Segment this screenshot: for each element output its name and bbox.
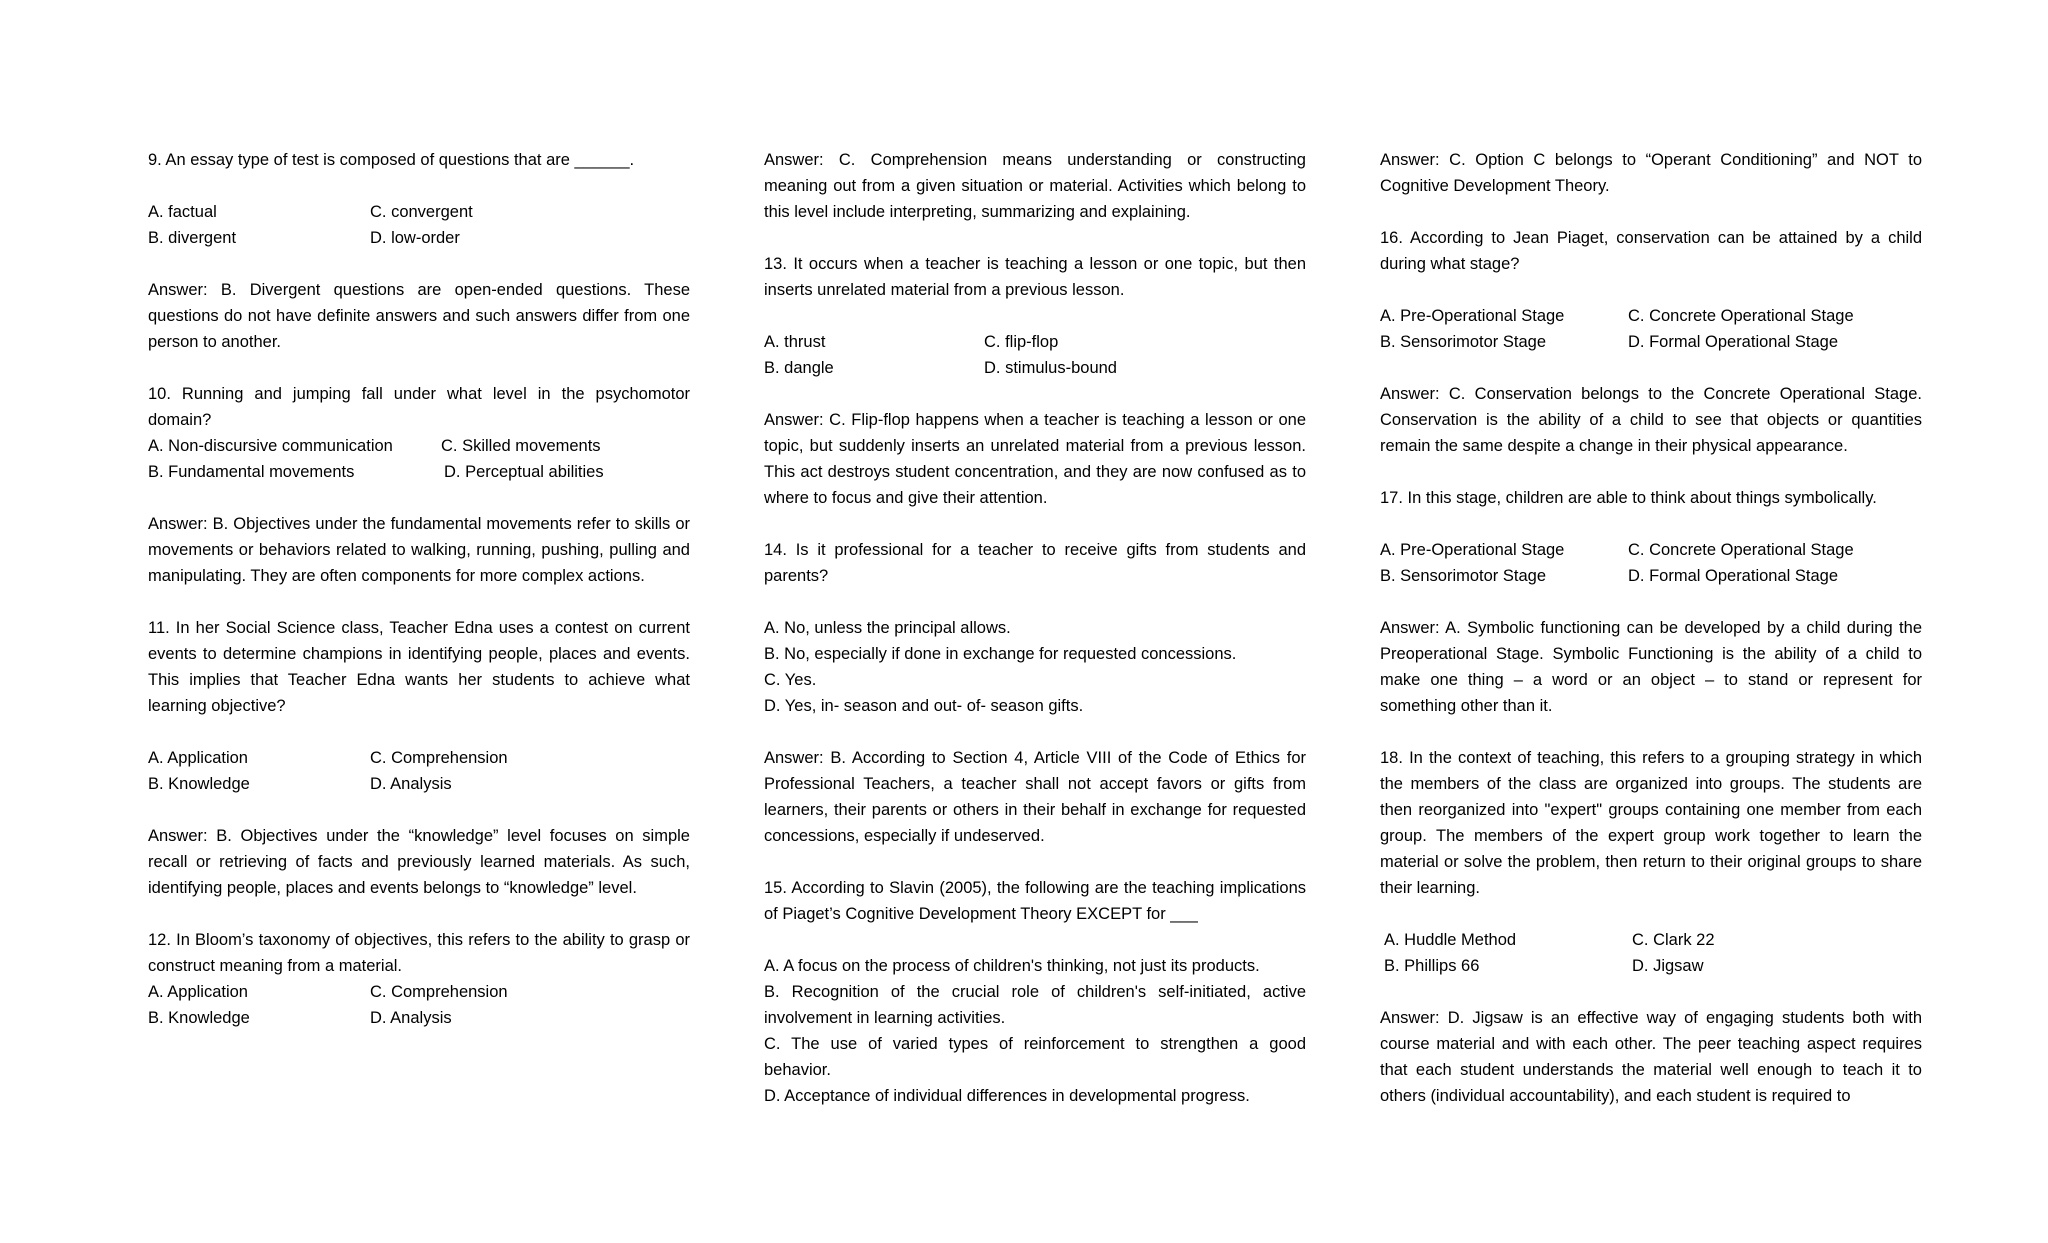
question-13-options [764, 329, 1306, 381]
option-d: D. Formal Operational Stage [1628, 567, 1839, 585]
option-c: C. Comprehension [370, 749, 508, 767]
option-c: C. Clark 22 [1632, 931, 1715, 949]
option-a: A. Non-discursive communication [148, 437, 393, 455]
option-b: B. Fundamental movements [148, 463, 355, 481]
column-2 [764, 147, 1306, 1135]
options-row [1380, 537, 1922, 563]
option-b: B. Knowledge [148, 775, 250, 793]
options-row [148, 979, 690, 1005]
option-d: D. Acceptance of individual differences in developmental progress. [764, 1087, 1250, 1105]
answer-13: Answer: C. Flip-flop happens when a teacher is teaching a lesson or one topic, but suddenly inserts an unrelated material from a previous lesson. This act destroys student concentration, and they are now confused as to where to focus and give their attention. [764, 411, 1306, 507]
options-row [148, 745, 690, 771]
question-16: 16. According to Jean Piaget, conservation can be attained by a child during what stage? [1380, 229, 1922, 273]
answer-14: Answer: B. According to Section 4, Article VIII of the Code of Ethics for Professional Teachers, a teacher shall not accept favors or gifts from learners, their parents or others in their behalf in exchange for requested concessions, especially if undeserved. [764, 749, 1306, 845]
option-c: C. Skilled movements [441, 437, 601, 455]
option-d: D. Analysis [370, 775, 452, 793]
options-row [148, 459, 690, 485]
question-14: 14. Is it professional for a teacher to receive gifts from students and parents? [764, 541, 1306, 585]
option-a: A. factual [148, 203, 217, 221]
options-row [1380, 329, 1922, 355]
column-1 [148, 147, 690, 1057]
option-b: B. No, especially if done in exchange for requested concessions. [764, 645, 1237, 663]
option-b: B. Phillips 66 [1384, 957, 1480, 975]
option-c: C. The use of varied types of reinforcement to strengthen a good behavior. [764, 1035, 1306, 1079]
options-row [1384, 953, 1922, 979]
option-d: D. low-order [370, 229, 460, 247]
option-a: A. A focus on the process of children's thinking, not just its products. [764, 957, 1260, 975]
option-a: A. Pre-Operational Stage [1380, 541, 1565, 559]
question-17: 17. In this stage, children are able to think about things symbolically. [1380, 489, 1877, 507]
options-row [1384, 927, 1922, 953]
options-row [1380, 303, 1922, 329]
option-a: A. Huddle Method [1384, 931, 1517, 949]
option-a: A. No, unless the principal allows. [764, 619, 1011, 637]
question-17-options [1380, 537, 1922, 589]
option-b: B. Sensorimotor Stage [1380, 567, 1546, 585]
answer-17: Answer: A. Symbolic functioning can be developed by a child during the Preoperational Stage. Symbolic Functioning is the ability of a child to make one thing – a word or an object – to stand or represent for something other than it. [1380, 619, 1922, 715]
option-d: D. stimulus-bound [984, 359, 1117, 377]
answer-16: Answer: C. Conservation belongs to the Concrete Operational Stage. Conservation is the ability of a child to see that objects or quantities remain the same despite a change in their physical appearance. [1380, 385, 1922, 455]
option-b: B. Sensorimotor Stage [1380, 333, 1546, 351]
option-b: B. Recognition of the crucial role of children's self-initiated, active involvement in learning activities. [764, 983, 1306, 1027]
answer-10: Answer: B. Objectives under the fundamental movements refer to skills or movements or behaviors related to walking, running, pushing, pulling and manipulating. They are often components for more complex actions. [148, 515, 690, 585]
question-16-options [1380, 303, 1922, 355]
question-15: 15. According to Slavin (2005), the following are the teaching implications of Piaget’s Cognitive Development Theory EXCEPT for ___ [764, 879, 1306, 923]
answer-18: Answer: D. Jigsaw is an effective way of engaging students both with course material and with each other. The peer teaching aspect requires that each student understands the material well enough to teach it to others (individual accountability), and each student is required to [1380, 1009, 1922, 1105]
option-a: A. Application [148, 749, 248, 767]
option-a: A. thrust [764, 333, 826, 351]
question-9-options [148, 199, 690, 251]
question-9: 9. An essay type of test is composed of questions that are ______. [148, 151, 635, 169]
option-c: C. Comprehension [370, 983, 508, 1001]
options-row [148, 1005, 690, 1031]
question-12-options [148, 979, 690, 1031]
question-10: 10. Running and jumping fall under what level in the psychomotor domain? [148, 385, 690, 429]
option-a: A. Pre-Operational Stage [1380, 307, 1565, 325]
option-c: C. convergent [370, 203, 473, 221]
options-row [148, 199, 690, 225]
options-row [764, 355, 1306, 381]
answer-12: Answer: C. Comprehension means understanding or constructing meaning out from a given situation or material. Activities which belong to this level include interpreting, summarizing and explaining. [764, 151, 1306, 221]
question-11: 11. In her Social Science class, Teacher Edna uses a contest on current events to determine champions in identifying people, places and events. This implies that Teacher Edna wants her students to achieve what learning objective? [148, 619, 690, 715]
question-13: 13. It occurs when a teacher is teaching a lesson or one topic, but then inserts unrelated material from a previous lesson. [764, 255, 1306, 299]
option-d: D. Perceptual abilities [444, 463, 604, 481]
question-18: 18. In the context of teaching, this refers to a grouping strategy in which the members of the class are organized into groups. The students are then reorganized into "expert" groups containing one member from each group. The members of the expert group work together to learn the material or solve the problem, then return to their original groups to share their learning. [1380, 749, 1922, 897]
option-a: A. Application [148, 983, 248, 1001]
option-d: D. Analysis [370, 1009, 452, 1027]
question-18-options [1380, 927, 1922, 979]
options-row [148, 433, 690, 459]
option-b: B. Knowledge [148, 1009, 250, 1027]
option-c: C. flip-flop [984, 333, 1059, 351]
option-c: C. Concrete Operational Stage [1628, 307, 1854, 325]
option-c: C. Concrete Operational Stage [1628, 541, 1854, 559]
option-b: B. dangle [764, 359, 834, 377]
option-d: D. Formal Operational Stage [1628, 333, 1839, 351]
question-11-options [148, 745, 690, 797]
options-row [148, 771, 690, 797]
answer-11: Answer: B. Objectives under the “knowledge” level focuses on simple recall or retrieving of facts and previously learned materials. As such, identifying people, places and events belongs to “knowledge” level. [148, 827, 690, 897]
options-row [764, 329, 1306, 355]
question-12: 12. In Bloom’s taxonomy of objectives, this refers to the ability to grasp or construct meaning from a material. [148, 931, 690, 975]
options-row [1380, 563, 1922, 589]
question-10-options [148, 433, 690, 485]
option-c: C. Yes. [764, 671, 817, 689]
option-d: D. Jigsaw [1632, 957, 1704, 975]
answer-9: Answer: B. Divergent questions are open-ended questions. These questions do not have definite answers and such answers differ from one person to another. [148, 281, 690, 351]
answer-15: Answer: C. Option C belongs to “Operant Conditioning” and NOT to Cognitive Development Theory. [1380, 151, 1922, 195]
column-3 [1380, 147, 1922, 1135]
question-14-options [764, 615, 1306, 719]
option-d: D. Yes, in- season and out- of- season gifts. [764, 697, 1084, 715]
question-15-options [764, 953, 1306, 1109]
options-row [148, 225, 690, 251]
option-b: B. divergent [148, 229, 237, 247]
